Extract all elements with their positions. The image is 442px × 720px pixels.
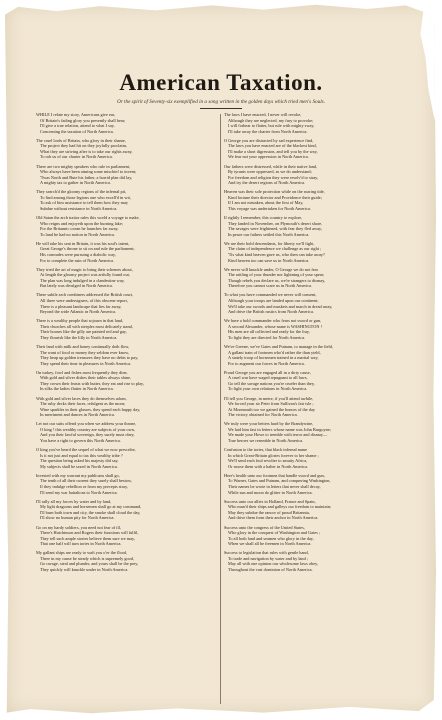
poem-line: The tenth of all their current they surely shall bestow, (40, 478, 132, 484)
stanza (224, 215, 407, 237)
stanza (224, 112, 407, 134)
stanza (224, 267, 407, 289)
poem-line: Who reigns and enjoyeth upon the burning lake; (40, 220, 123, 226)
stanza (36, 189, 219, 211)
poem-line: Success unto the congress of the United States, (224, 524, 305, 530)
poem-line: I'll give a true relation, attend to what I say, (40, 123, 115, 129)
poem-line: Old Satan the arch traitor rules this world a voyage to make, (36, 215, 140, 221)
poem-line: Of Britain's fading glory you presently shall hear; (40, 117, 126, 123)
poem-line: Success to legislation that rules with gentle hand, (224, 550, 309, 556)
poem-line: The project they had hit on they joyfully proclaim, (40, 143, 127, 149)
poem-line: When we shall all be freemen in North America. (228, 541, 312, 547)
stanza (36, 267, 219, 289)
poem-line: The want of food or money they seldom ever know, (40, 349, 129, 355)
stanza (36, 344, 219, 366)
poem-line: Invested with my warrant my publicans shall go, (36, 472, 120, 478)
stanza (224, 396, 407, 418)
poem-line: Success unto our allies in Holland, France and Spain, (224, 498, 316, 504)
poem-line: We'll send each foul revolter to smutty Africa, (228, 458, 308, 464)
poem-line: Beyond the wide Atlantic in North America. (40, 309, 117, 315)
poem-line: May all with one opinion our wholesome laws obey, (228, 561, 319, 567)
poem-line: We are their bold descendants, for liberty we'll fight, (224, 240, 315, 246)
poem-line: They tell such ample stories believe them sure we may, (40, 535, 135, 541)
poem-line: I'll make a short digression, and tell you by the way, (228, 148, 318, 154)
stanza (224, 138, 407, 160)
stanza (224, 525, 407, 547)
stanza (36, 421, 219, 443)
poem-line: We have a bold commander who fears not sword or gun, (224, 318, 322, 324)
poem-line: If rightly I remember, this country to explore, (224, 215, 303, 221)
page-title: American Taxation. (119, 70, 323, 95)
poem-line: I will forbear to flatter, but rule with mighty sway, (228, 123, 315, 129)
poem-column-right (224, 112, 407, 576)
poem-line: In silks the ladies flutter in North America. (40, 386, 114, 392)
poem-line: Their land with milk and honey continually doth flow, (36, 344, 130, 350)
poem-line: To fight they are directed for North America. (228, 334, 306, 340)
poem-line: With gold and silver dishes their tables always shine, (40, 375, 132, 381)
stanza (224, 189, 407, 211)
poem-line: There is a pleasant landscape that lies far away, (40, 303, 122, 309)
stanza (224, 550, 407, 572)
poem-line: A stately troop of horsemen trained in a martial way, (228, 355, 319, 361)
stanza (36, 112, 219, 134)
poem-line: I'll burn both town and city, the smoke shall cloud the day, (40, 509, 141, 515)
stanza (224, 318, 407, 340)
poem-line: In which Great-Britain glories forever to her shame ; (228, 452, 319, 458)
poem-line: To land he had no notion in North America. (40, 231, 115, 237)
poem-line: 'Tis what kind heaven gave us, who then can take away? (228, 252, 325, 257)
poem-line: We laid him fast in fetters whose name was John Burgoyne; (228, 426, 331, 432)
stanza (224, 241, 407, 263)
poem-line: Who man'd their ships and galleys our freedom to maintain; (228, 504, 332, 510)
poem-line: To find among those legions one who excell'd in wit, (40, 194, 131, 200)
stanza (224, 344, 407, 366)
stanza (224, 499, 407, 521)
poem-line: 'Twas North and Bute his father, a horrid plan did lay, (40, 174, 133, 180)
poem-line: If they indulge rebellion or from my precepts stray, (40, 484, 128, 490)
poem-line: Kind fortune their director and Providence their guide; (228, 194, 322, 200)
poem-line: We never will knuckle under, O George we do not fear (224, 266, 319, 272)
poem-line: We'll take our swords and muskets and march in dread array, (228, 303, 333, 309)
column-divider (220, 114, 221, 704)
poem-line: O George you are distracted by sad experience find, (224, 137, 314, 143)
poem-line: To trade and navigation by water and by land ; (228, 555, 309, 561)
poem-line: Our fathers were distressed, while in their native land, (224, 163, 318, 169)
poem-line: The savages were frightened, with fear they fled away, (228, 226, 322, 232)
poem-line: And try the desert regions of North America. (228, 180, 306, 186)
poem-line: They heap up golden treasures they have no debts to pay, (40, 355, 139, 361)
stanza (36, 318, 219, 340)
poem-line: O king ! this wealthy country are subjects of your own, (40, 426, 135, 432)
poem-line: A gallant train of footmen who'd rather die than yield, (228, 349, 321, 355)
stanza (224, 292, 407, 314)
poem-line: For freedom and religion they were resolv'd to stray, (228, 174, 319, 180)
poem-line: That one half will turn tories in North America. (40, 541, 122, 547)
poem-line: At Monmouth too we gained the honors of the day (228, 406, 315, 412)
poem-line: The cruel lords of Britain, who glory in their shame, (36, 137, 126, 143)
poem-line: True heroes we resemble in North America. (228, 438, 304, 444)
stanza (36, 164, 219, 186)
poem-line: My gallant ships are ready to waft you o'er the flood, (36, 550, 128, 556)
poem-line: Although they are neglected, my fury to provoke; (228, 117, 314, 123)
stanza (36, 447, 219, 469)
poem-line: They spend their time in pleasures in North America. (40, 360, 132, 366)
poem-line: Although your troops are landed upon our continent; (228, 298, 319, 304)
poem-line: My light dragoons and horsemen shall go at my command, (40, 504, 142, 510)
poem-line: Wine sparkles in their glasses, they spend each happy day, (40, 406, 141, 412)
poem-line: I'll send my war battalions to North America. (40, 489, 118, 495)
poem-line: Heaven was their sole protection while on the roaring tide, (224, 189, 325, 195)
poem-line: Is it not just and equal to tax this wealthy tribe ? (40, 452, 123, 458)
poem-line: A second Alexander, whose name is WASHINGTON ! (228, 323, 322, 329)
poem-line: And drive the British rustics from North America. (228, 309, 314, 315)
poem-line: On turkey, fowl and fishes most frequently they dine, (36, 369, 128, 375)
torn-corner (410, 4, 436, 124)
title-rule (200, 108, 242, 109)
poem-line: Their houses like the gilly are painted red and gay, (40, 329, 127, 335)
poem-line: Go ravage, steal and plunder, and yours shall be the prey, (40, 561, 139, 567)
poem-line: They tried the art of magic to bring their schemes about, (36, 266, 133, 272)
poem-line: Concerning the taxation of North America. (40, 128, 114, 134)
poem-line: Therefore you cannot scare us in North America. (228, 283, 312, 289)
poem-line: And you their lawful sovereign, they surely must obey, (40, 432, 135, 438)
poem-line: To fight your own relations in North America. (228, 386, 308, 392)
poem-line: To rob us of our charter in North America. (40, 154, 113, 160)
poem-line: Go tell the savage nations you're crueler than they, (228, 380, 315, 386)
poem-line: Their churches all with steeples most delicately stand, (40, 323, 133, 329)
stanza (36, 473, 219, 495)
poem-line: The victory obtained for North America. (228, 412, 298, 418)
poem-line: The ruby decks their faces, refulgent as the morn; (40, 401, 126, 407)
poem-line: In peace our fathers settled this North America. (228, 231, 310, 237)
poem-line: His comrades were pursuing a diabolic way, (40, 252, 116, 257)
poem-line: The laws you have enacted are of the blackest kind, (228, 143, 317, 149)
stanza (224, 164, 407, 186)
poem-line: For to augment our forces in North America. (228, 360, 305, 366)
poem-line: Or noose them with a halter in North America. (228, 463, 309, 469)
poem-line: These subtle arch combiners addressed the British court, (36, 292, 134, 298)
poem-line: To ask of him assistance to tell them how they may (40, 200, 129, 206)
poem-line: He will take his seat in Britain, it was his soul's intent, (36, 240, 130, 246)
poem-line: I'll rally all my forces by water and by land, (36, 498, 112, 504)
poem-line: They landed in November, on Plymouth's desert shore, (228, 220, 323, 226)
poem-line: You have a right to govern this North America. (40, 438, 121, 444)
poem-line: Let not our suits offend you when we address your throne, (36, 421, 137, 427)
poem-line: Kind heaven too can save us in North America. (228, 257, 310, 263)
poem-line: They crown their feasts with butter, they eat and rise to play, (40, 380, 144, 386)
poem-line: There's Hutchinson and Rogers their functions will fulfil, (40, 530, 139, 536)
poem-line: All three were undersigners, of this obscene report, (40, 298, 128, 304)
stanza (36, 215, 219, 237)
poem-line: To Warner, Gates and Putnam, and conquering Washington, (228, 478, 331, 484)
poem-line: A mighty tax to gather in North America. (40, 180, 111, 186)
stanza (224, 421, 407, 443)
poem-line: There is a wealthy people that sojourn in that land, (36, 318, 124, 324)
poem-line: We've Greene, we've Gates and Putnam, to manage in the field, (224, 344, 333, 350)
stanza (224, 473, 407, 495)
poem-line: O king you've heard the sequel of what we now prescribe, (36, 447, 136, 453)
poem-line: For to complete the ruin of North America. (40, 257, 114, 263)
poem-line: The question being asked his majesty did say, (40, 458, 119, 464)
poem-line: The rattling of your thunder nor lightning of your spear; (228, 272, 325, 278)
stanza (36, 525, 219, 547)
poem-line: But lately was divulged in North America. (40, 283, 113, 289)
poem-line: Confusion to the tories, that black infernal name (224, 447, 308, 453)
stanza (36, 396, 219, 418)
poem-line: His men are all collected and ready for the fray, (228, 329, 310, 335)
poem-line: We forced your sir Peter from Sullivan's fair isle ; (228, 401, 314, 407)
poem-line: At length the gloomy project was artfully found out, (40, 272, 130, 278)
poem-line: While sun and moon do glitter in North America. (228, 489, 313, 495)
stanza (36, 138, 219, 160)
poem-line: In merriment and dances in North America. (40, 412, 115, 418)
poem-line: The claim of independence we challenge as our right ; (228, 246, 322, 252)
poem-line: We truly were your betters hard by the Brandywine, (224, 421, 314, 427)
poem-line: My subjects shall be taxed in North America. (40, 463, 118, 469)
poem-line: I'll show no human pity for North America. (40, 515, 115, 521)
poem-line: We made your Howe to tremble with terror and dismay— (228, 432, 328, 438)
poem-column-left (36, 112, 219, 576)
stanza (36, 550, 219, 572)
poem-line: And drive them from their anchor in North America. (228, 515, 319, 521)
poem-line: WHILE I relate my story, Americans give ear, (36, 112, 116, 117)
poem-line: They flourish like the lilly in North America. (40, 334, 118, 340)
poem-line: Go on my hardy soldiers, you need not fear of ill, (36, 524, 121, 530)
poem-line: With gold and silver laces they do themselves adorn, (36, 395, 127, 401)
poem-line: We fear not your oppression in North America. (228, 154, 309, 160)
poem-line: There in my cause be steady which is supremely good, (40, 555, 135, 561)
poem-line: Proud George you are engaged all in a dirty cause, (224, 369, 311, 375)
poem-line: What they are striving after is to take our rights away, (40, 148, 133, 154)
poem-line: Their names be wrote in letters that never shall decay, (228, 484, 321, 490)
poem-line: If I am not mistaken, about the first of May, (228, 200, 304, 206)
poem-line: I'll take away the charter from North America. (228, 128, 308, 134)
stanza (224, 370, 407, 392)
poem-line: This voyage was undertaken for North America. (228, 205, 311, 211)
poem-line: They quickly will knuckle under in North America. (40, 566, 129, 572)
stanza (36, 241, 219, 263)
stanza (224, 447, 407, 469)
poem-line: Subdue without resistance in North America. (40, 205, 118, 211)
poem-line: Here's health unto our footmen that handle sword and gun, (224, 472, 325, 478)
poem-line: The plan was long indulged in a clandestine way, (40, 277, 125, 283)
poem-line: May they subdue the rancor of proud Britannia, (228, 509, 310, 515)
poem-line: The laws I have enacted, I never will revoke, (224, 112, 302, 117)
page-subtitle: Or the spirit of Seventy-six exemplified in a song written in the golden days which tried men's Souls. (116, 99, 325, 105)
stanza (36, 292, 219, 314)
poem-line: To all both land and seamen who glory in the day, (228, 535, 314, 541)
stanza (36, 499, 219, 521)
poem-line: I'll tell you George, in metre, if you'll attend awhile, (224, 395, 314, 401)
poem-line: Though rebels you declare us, we're strangers to dismay, (228, 277, 326, 283)
poem-line: Who glory in the conquest of Washington and Gates ; (228, 530, 321, 536)
poem-line: Throughout the vast dominion of North America. (228, 566, 313, 572)
poem-line: They search'd the gloomy regions of the infernal pit, (36, 189, 127, 195)
poem-line: Who always have been aiming some mischief to invent; (40, 169, 137, 175)
poem-line: There are two mighty speakers who rule in parliament, (36, 163, 131, 169)
poem-line: Great George's throne to sit on and rule the parliament; (40, 246, 135, 252)
stanza (36, 370, 219, 392)
poem-line: By tyrants were oppressed, as we do understand; (228, 169, 312, 175)
poem-line: A cruel war have waged repugnant to all laws, (228, 375, 308, 381)
poem-line: For the Britannic ocean he launches far away, (40, 226, 119, 232)
poem-line: To what you have commanded we never will consent, (224, 292, 317, 298)
